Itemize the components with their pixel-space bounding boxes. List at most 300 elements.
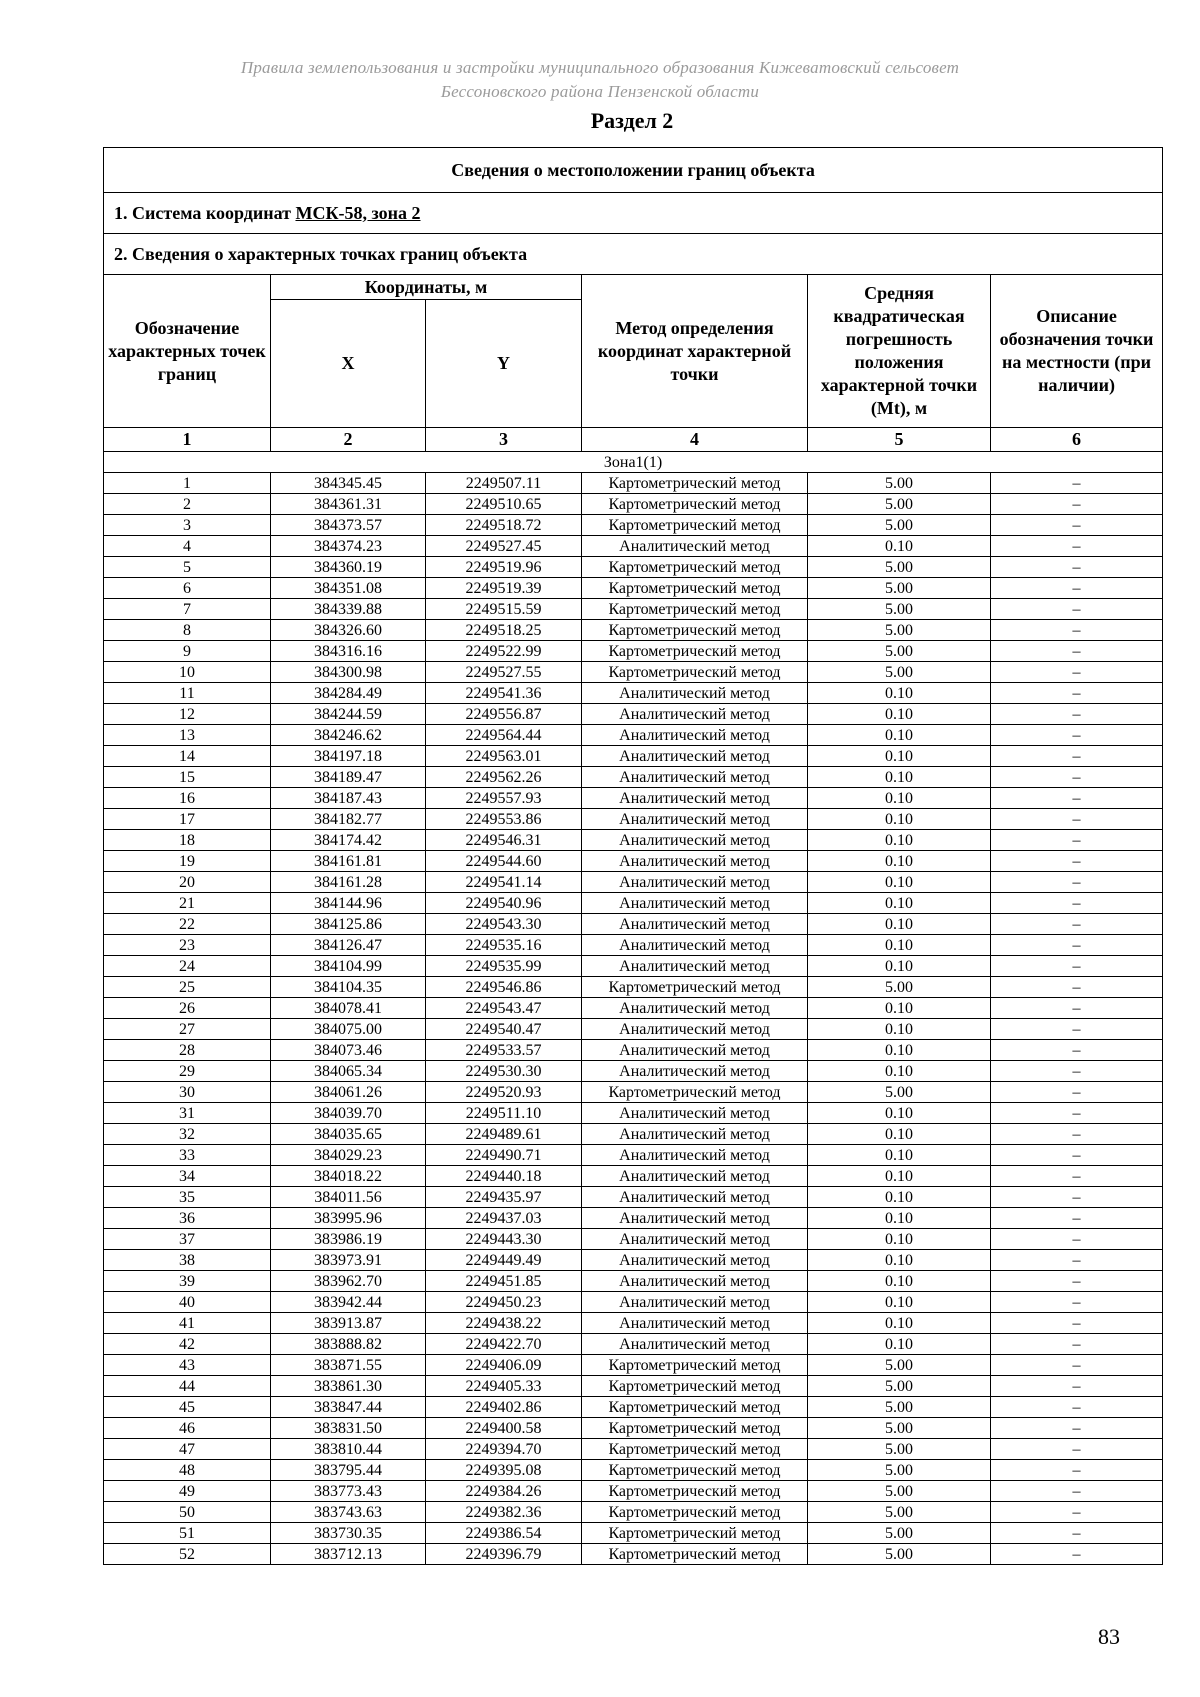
- x-coordinate-cell: 384360.19: [271, 557, 426, 578]
- table-row: [104, 1313, 1163, 1334]
- table-row: [104, 1502, 1163, 1523]
- mean-error-cell: 0.10: [808, 872, 991, 893]
- description-cell: –: [991, 704, 1163, 725]
- table-row: [104, 1019, 1163, 1040]
- table-row: [104, 1124, 1163, 1145]
- description-cell: –: [991, 1292, 1163, 1313]
- mean-error-cell: 5.00: [808, 1418, 991, 1439]
- method-cell: Аналитический метод: [582, 1019, 808, 1040]
- coord-system-cell: [104, 193, 1163, 234]
- table-row: [104, 935, 1163, 956]
- table-row: [104, 557, 1163, 578]
- point-number-cell: 26: [104, 998, 271, 1019]
- x-coordinate-cell: 384061.26: [271, 1082, 426, 1103]
- method-cell: Аналитический метод: [582, 1229, 808, 1250]
- mean-error-cell: 5.00: [808, 620, 991, 641]
- point-number-cell: 44: [104, 1376, 271, 1397]
- y-coordinate-cell: 2249515.59: [426, 599, 582, 620]
- mean-error-cell: 0.10: [808, 893, 991, 914]
- description-cell: –: [991, 767, 1163, 788]
- description-cell: –: [991, 1103, 1163, 1124]
- description-cell: –: [991, 1082, 1163, 1103]
- doc-header-line-2: Бессоновского района Пензенской области: [440, 82, 760, 101]
- method-cell: Картометрический метод: [582, 641, 808, 662]
- mean-error-cell: 5.00: [808, 473, 991, 494]
- y-coordinate-cell: 2249533.57: [426, 1040, 582, 1061]
- method-cell: Аналитический метод: [582, 998, 808, 1019]
- method-cell: Аналитический метод: [582, 872, 808, 893]
- y-coordinate-cell: 2249520.93: [426, 1082, 582, 1103]
- mean-error-cell: 0.10: [808, 1124, 991, 1145]
- header-designation: Обозначение характерных точек границ: [104, 275, 271, 428]
- point-number-cell: 39: [104, 1271, 271, 1292]
- method-cell: Аналитический метод: [582, 1313, 808, 1334]
- point-number-cell: 34: [104, 1166, 271, 1187]
- mean-error-cell: 5.00: [808, 1460, 991, 1481]
- x-coordinate-cell: 383888.82: [271, 1334, 426, 1355]
- table-row: [104, 893, 1163, 914]
- method-cell: Картометрический метод: [582, 578, 808, 599]
- mean-error-cell: 0.10: [808, 1334, 991, 1355]
- method-cell: Картометрический метод: [582, 473, 808, 494]
- y-coordinate-cell: 2249507.11: [426, 473, 582, 494]
- mean-error-cell: 5.00: [808, 1502, 991, 1523]
- table-row: [104, 1334, 1163, 1355]
- mean-error-cell: 0.10: [808, 914, 991, 935]
- method-cell: Картометрический метод: [582, 1481, 808, 1502]
- y-coordinate-cell: 2249435.97: [426, 1187, 582, 1208]
- method-cell: Аналитический метод: [582, 830, 808, 851]
- point-number-cell: 30: [104, 1082, 271, 1103]
- description-cell: –: [991, 1481, 1163, 1502]
- column-number-row: [104, 428, 1163, 452]
- table-row: [104, 1355, 1163, 1376]
- mean-error-cell: 5.00: [808, 599, 991, 620]
- y-coordinate-cell: 2249518.72: [426, 515, 582, 536]
- y-coordinate-cell: 2249546.31: [426, 830, 582, 851]
- description-cell: –: [991, 725, 1163, 746]
- point-number-cell: 50: [104, 1502, 271, 1523]
- point-number-cell: 42: [104, 1334, 271, 1355]
- table-row: [104, 767, 1163, 788]
- header-row-1: [104, 275, 1163, 300]
- y-coordinate-cell: 2249449.49: [426, 1250, 582, 1271]
- table-row: [104, 1145, 1163, 1166]
- y-coordinate-cell: 2249541.14: [426, 872, 582, 893]
- mean-error-cell: 0.10: [808, 788, 991, 809]
- x-coordinate-cell: 384104.35: [271, 977, 426, 998]
- method-cell: Аналитический метод: [582, 1145, 808, 1166]
- description-cell: –: [991, 1040, 1163, 1061]
- method-cell: Аналитический метод: [582, 1187, 808, 1208]
- y-coordinate-cell: 2249396.79: [426, 1544, 582, 1565]
- description-cell: –: [991, 662, 1163, 683]
- description-cell: –: [991, 1355, 1163, 1376]
- point-number-cell: 21: [104, 893, 271, 914]
- mean-error-cell: 5.00: [808, 1544, 991, 1565]
- mean-error-cell: 5.00: [808, 1481, 991, 1502]
- method-cell: Аналитический метод: [582, 788, 808, 809]
- x-coordinate-cell: 384073.46: [271, 1040, 426, 1061]
- method-cell: Аналитический метод: [582, 1166, 808, 1187]
- table-row: [104, 1250, 1163, 1271]
- mean-error-cell: 0.10: [808, 1271, 991, 1292]
- x-coordinate-cell: 383942.44: [271, 1292, 426, 1313]
- x-coordinate-cell: 384373.57: [271, 515, 426, 536]
- x-coordinate-cell: 384246.62: [271, 725, 426, 746]
- x-coordinate-cell: 384126.47: [271, 935, 426, 956]
- table-row: [104, 851, 1163, 872]
- table-row: [104, 809, 1163, 830]
- x-coordinate-cell: 384182.77: [271, 809, 426, 830]
- point-number-cell: 35: [104, 1187, 271, 1208]
- description-cell: –: [991, 641, 1163, 662]
- mean-error-cell: 0.10: [808, 683, 991, 704]
- boundary-points-table: [103, 147, 1163, 1565]
- x-coordinate-cell: 384244.59: [271, 704, 426, 725]
- description-cell: –: [991, 599, 1163, 620]
- header-x: X: [271, 300, 426, 428]
- point-number-cell: 38: [104, 1250, 271, 1271]
- column-number: 5: [808, 428, 991, 452]
- mean-error-cell: 0.10: [808, 1313, 991, 1334]
- description-cell: –: [991, 473, 1163, 494]
- mean-error-cell: 0.10: [808, 1040, 991, 1061]
- x-coordinate-cell: 384374.23: [271, 536, 426, 557]
- mean-error-cell: 0.10: [808, 851, 991, 872]
- point-number-cell: 49: [104, 1481, 271, 1502]
- x-coordinate-cell: 383795.44: [271, 1460, 426, 1481]
- description-cell: –: [991, 1229, 1163, 1250]
- mean-error-cell: 5.00: [808, 662, 991, 683]
- point-number-cell: 1: [104, 473, 271, 494]
- mean-error-cell: 5.00: [808, 641, 991, 662]
- point-number-cell: 13: [104, 725, 271, 746]
- method-cell: Аналитический метод: [582, 1208, 808, 1229]
- description-cell: –: [991, 746, 1163, 767]
- point-number-cell: 9: [104, 641, 271, 662]
- table-title: Сведения о местоположении границ объекта: [104, 148, 1163, 193]
- point-number-cell: 40: [104, 1292, 271, 1313]
- y-coordinate-cell: 2249438.22: [426, 1313, 582, 1334]
- x-coordinate-cell: 384029.23: [271, 1145, 426, 1166]
- point-number-cell: 2: [104, 494, 271, 515]
- mean-error-cell: 0.10: [808, 809, 991, 830]
- header-description: Описание обозначения точки на местности (при наличии): [991, 275, 1163, 428]
- x-coordinate-cell: 384361.31: [271, 494, 426, 515]
- table-row: [104, 494, 1163, 515]
- mean-error-cell: 5.00: [808, 1397, 991, 1418]
- x-coordinate-cell: 383712.13: [271, 1544, 426, 1565]
- mean-error-cell: 0.10: [808, 998, 991, 1019]
- description-cell: –: [991, 1544, 1163, 1565]
- column-number: 3: [426, 428, 582, 452]
- y-coordinate-cell: 2249563.01: [426, 746, 582, 767]
- header-method: Метод определения координат характерной точки: [582, 275, 808, 428]
- y-coordinate-cell: 2249511.10: [426, 1103, 582, 1124]
- header-coords: Координаты, м: [271, 275, 582, 300]
- coord-system-row: [104, 193, 1163, 234]
- x-coordinate-cell: 384326.60: [271, 620, 426, 641]
- mean-error-cell: 5.00: [808, 1376, 991, 1397]
- method-cell: Аналитический метод: [582, 536, 808, 557]
- mean-error-cell: 0.10: [808, 767, 991, 788]
- method-cell: Картометрический метод: [582, 1082, 808, 1103]
- x-coordinate-cell: 384316.16: [271, 641, 426, 662]
- y-coordinate-cell: 2249564.44: [426, 725, 582, 746]
- y-coordinate-cell: 2249530.30: [426, 1061, 582, 1082]
- description-cell: –: [991, 1166, 1163, 1187]
- description-cell: –: [991, 1208, 1163, 1229]
- table-row: [104, 1376, 1163, 1397]
- method-cell: Картометрический метод: [582, 1523, 808, 1544]
- method-cell: Картометрический метод: [582, 515, 808, 536]
- description-cell: –: [991, 1502, 1163, 1523]
- points-title: 2. Сведения о характерных точках границ объекта: [104, 234, 1163, 275]
- table-row: [104, 1061, 1163, 1082]
- method-cell: Аналитический метод: [582, 683, 808, 704]
- table-row: [104, 1397, 1163, 1418]
- method-cell: Картометрический метод: [582, 1376, 808, 1397]
- x-coordinate-cell: 384144.96: [271, 893, 426, 914]
- y-coordinate-cell: 2249556.87: [426, 704, 582, 725]
- mean-error-cell: 0.10: [808, 1145, 991, 1166]
- description-cell: –: [991, 893, 1163, 914]
- table-row: [104, 662, 1163, 683]
- description-cell: –: [991, 851, 1163, 872]
- y-coordinate-cell: 2249402.86: [426, 1397, 582, 1418]
- doc-header-line-1: Правила землепользования и застройки муниципального образования Кижеватовский сельсовет: [240, 58, 960, 77]
- table-row: [104, 977, 1163, 998]
- mean-error-cell: 5.00: [808, 1082, 991, 1103]
- table-row: [104, 830, 1163, 851]
- point-number-cell: 51: [104, 1523, 271, 1544]
- y-coordinate-cell: 2249527.55: [426, 662, 582, 683]
- mean-error-cell: 0.10: [808, 1061, 991, 1082]
- table-row: [104, 998, 1163, 1019]
- method-cell: Аналитический метод: [582, 809, 808, 830]
- mean-error-cell: 5.00: [808, 1439, 991, 1460]
- description-cell: –: [991, 788, 1163, 809]
- description-cell: –: [991, 1187, 1163, 1208]
- y-coordinate-cell: 2249400.58: [426, 1418, 582, 1439]
- page-number: 83: [1098, 1624, 1120, 1649]
- table-row: [104, 1481, 1163, 1502]
- table-row: [104, 1103, 1163, 1124]
- x-coordinate-cell: 384345.45: [271, 473, 426, 494]
- y-coordinate-cell: 2249384.26: [426, 1481, 582, 1502]
- y-coordinate-cell: 2249535.16: [426, 935, 582, 956]
- table-row: [104, 536, 1163, 557]
- method-cell: Аналитический метод: [582, 1061, 808, 1082]
- method-cell: Картометрический метод: [582, 1439, 808, 1460]
- method-cell: Аналитический метод: [582, 956, 808, 977]
- y-coordinate-cell: 2249553.86: [426, 809, 582, 830]
- table-row: [104, 1523, 1163, 1544]
- table-row: [104, 641, 1163, 662]
- description-cell: –: [991, 620, 1163, 641]
- y-coordinate-cell: 2249490.71: [426, 1145, 582, 1166]
- y-coordinate-cell: 2249443.30: [426, 1229, 582, 1250]
- zone-label: Зона1(1): [104, 452, 1163, 473]
- y-coordinate-cell: 2249522.99: [426, 641, 582, 662]
- description-cell: –: [991, 557, 1163, 578]
- y-coordinate-cell: 2249540.47: [426, 1019, 582, 1040]
- x-coordinate-cell: 384284.49: [271, 683, 426, 704]
- y-coordinate-cell: 2249440.18: [426, 1166, 582, 1187]
- point-number-cell: 33: [104, 1145, 271, 1166]
- table-row: [104, 1082, 1163, 1103]
- method-cell: Аналитический метод: [582, 1250, 808, 1271]
- y-coordinate-cell: 2249489.61: [426, 1124, 582, 1145]
- point-number-cell: 32: [104, 1124, 271, 1145]
- point-number-cell: 10: [104, 662, 271, 683]
- point-number-cell: 41: [104, 1313, 271, 1334]
- table-row: [104, 515, 1163, 536]
- description-cell: –: [991, 1334, 1163, 1355]
- method-cell: Картометрический метод: [582, 1502, 808, 1523]
- x-coordinate-cell: 383962.70: [271, 1271, 426, 1292]
- y-coordinate-cell: 2249544.60: [426, 851, 582, 872]
- mean-error-cell: 0.10: [808, 1208, 991, 1229]
- description-cell: –: [991, 1250, 1163, 1271]
- description-cell: –: [991, 1397, 1163, 1418]
- point-number-cell: 20: [104, 872, 271, 893]
- description-cell: –: [991, 872, 1163, 893]
- description-cell: –: [991, 1313, 1163, 1334]
- mean-error-cell: 0.10: [808, 536, 991, 557]
- table-row: [104, 788, 1163, 809]
- x-coordinate-cell: 383743.63: [271, 1502, 426, 1523]
- description-cell: –: [991, 830, 1163, 851]
- y-coordinate-cell: 2249519.39: [426, 578, 582, 599]
- table-row: [104, 1187, 1163, 1208]
- method-cell: Картометрический метод: [582, 1355, 808, 1376]
- point-number-cell: 45: [104, 1397, 271, 1418]
- description-cell: –: [991, 998, 1163, 1019]
- column-number: 6: [991, 428, 1163, 452]
- x-coordinate-cell: 383773.43: [271, 1481, 426, 1502]
- x-coordinate-cell: 384174.42: [271, 830, 426, 851]
- x-coordinate-cell: 383913.87: [271, 1313, 426, 1334]
- mean-error-cell: 0.10: [808, 725, 991, 746]
- table-row: [104, 1229, 1163, 1250]
- method-cell: Аналитический метод: [582, 914, 808, 935]
- method-cell: Аналитический метод: [582, 1292, 808, 1313]
- point-number-cell: 23: [104, 935, 271, 956]
- y-coordinate-cell: 2249394.70: [426, 1439, 582, 1460]
- coord-system-value: МСК-58, зона 2: [295, 202, 421, 223]
- mean-error-cell: 5.00: [808, 515, 991, 536]
- method-cell: Картометрический метод: [582, 599, 808, 620]
- x-coordinate-cell: 383986.19: [271, 1229, 426, 1250]
- point-number-cell: 27: [104, 1019, 271, 1040]
- description-cell: –: [991, 683, 1163, 704]
- point-number-cell: 37: [104, 1229, 271, 1250]
- method-cell: Аналитический метод: [582, 935, 808, 956]
- method-cell: Картометрический метод: [582, 1544, 808, 1565]
- header-y: Y: [426, 300, 582, 428]
- y-coordinate-cell: 2249386.54: [426, 1523, 582, 1544]
- description-cell: –: [991, 935, 1163, 956]
- table-row: [104, 578, 1163, 599]
- column-number: 2: [271, 428, 426, 452]
- x-coordinate-cell: 384161.28: [271, 872, 426, 893]
- point-number-cell: 28: [104, 1040, 271, 1061]
- method-cell: Картометрический метод: [582, 1397, 808, 1418]
- y-coordinate-cell: 2249395.08: [426, 1460, 582, 1481]
- table-row: [104, 1040, 1163, 1061]
- description-cell: –: [991, 914, 1163, 935]
- description-cell: –: [991, 536, 1163, 557]
- section-title: Раздел 2: [590, 108, 674, 133]
- y-coordinate-cell: 2249382.36: [426, 1502, 582, 1523]
- point-number-cell: 24: [104, 956, 271, 977]
- y-coordinate-cell: 2249540.96: [426, 893, 582, 914]
- point-number-cell: 3: [104, 515, 271, 536]
- method-cell: Аналитический метод: [582, 1334, 808, 1355]
- x-coordinate-cell: 384125.86: [271, 914, 426, 935]
- description-cell: –: [991, 1376, 1163, 1397]
- point-number-cell: 16: [104, 788, 271, 809]
- point-number-cell: 4: [104, 536, 271, 557]
- description-cell: –: [991, 1439, 1163, 1460]
- table-row: [104, 683, 1163, 704]
- description-cell: –: [991, 494, 1163, 515]
- table-row: [104, 704, 1163, 725]
- description-cell: –: [991, 977, 1163, 998]
- method-cell: Картометрический метод: [582, 977, 808, 998]
- description-cell: –: [991, 1523, 1163, 1544]
- method-cell: Аналитический метод: [582, 1271, 808, 1292]
- y-coordinate-cell: 2249510.65: [426, 494, 582, 515]
- y-coordinate-cell: 2249519.96: [426, 557, 582, 578]
- x-coordinate-cell: 383861.30: [271, 1376, 426, 1397]
- point-number-cell: 7: [104, 599, 271, 620]
- y-coordinate-cell: 2249406.09: [426, 1355, 582, 1376]
- description-cell: –: [991, 578, 1163, 599]
- method-cell: Картометрический метод: [582, 662, 808, 683]
- method-cell: Картометрический метод: [582, 494, 808, 515]
- x-coordinate-cell: 383847.44: [271, 1397, 426, 1418]
- table-row: [104, 1292, 1163, 1313]
- table-row: [104, 1208, 1163, 1229]
- x-coordinate-cell: 383995.96: [271, 1208, 426, 1229]
- point-number-cell: 22: [104, 914, 271, 935]
- mean-error-cell: 0.10: [808, 1250, 991, 1271]
- mean-error-cell: 0.10: [808, 704, 991, 725]
- table-row: [104, 1460, 1163, 1481]
- mean-error-cell: 5.00: [808, 977, 991, 998]
- column-number: 4: [582, 428, 808, 452]
- method-cell: Аналитический метод: [582, 704, 808, 725]
- mean-error-cell: 0.10: [808, 1187, 991, 1208]
- table-row: [104, 1271, 1163, 1292]
- mean-error-cell: 0.10: [808, 1019, 991, 1040]
- x-coordinate-cell: 383810.44: [271, 1439, 426, 1460]
- method-cell: Картометрический метод: [582, 1460, 808, 1481]
- mean-error-cell: 5.00: [808, 1523, 991, 1544]
- mean-error-cell: 5.00: [808, 578, 991, 599]
- x-coordinate-cell: 384035.65: [271, 1124, 426, 1145]
- y-coordinate-cell: 2249437.03: [426, 1208, 582, 1229]
- point-number-cell: 19: [104, 851, 271, 872]
- method-cell: Картометрический метод: [582, 620, 808, 641]
- point-number-cell: 46: [104, 1418, 271, 1439]
- table-row: [104, 620, 1163, 641]
- point-number-cell: 15: [104, 767, 271, 788]
- table-row: [104, 1166, 1163, 1187]
